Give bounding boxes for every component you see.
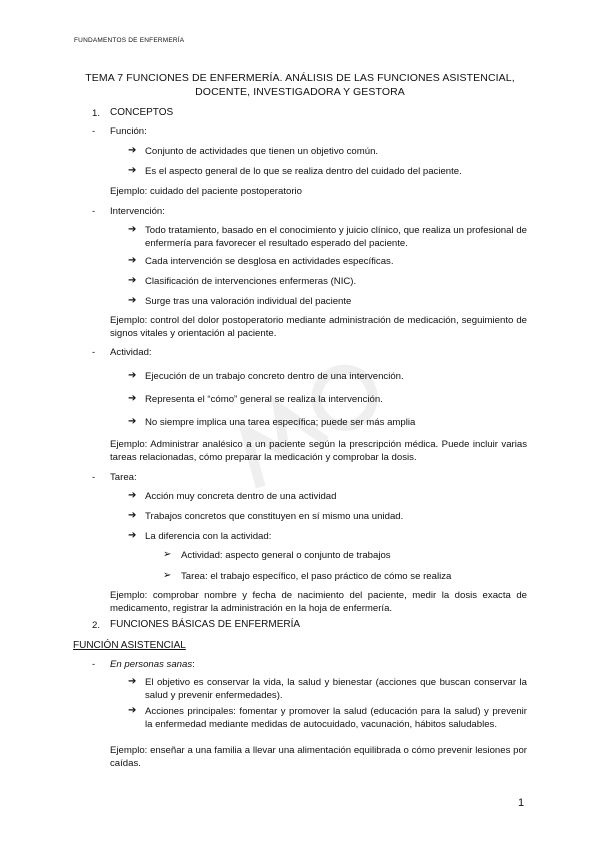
section-heading: CONCEPTOS <box>110 107 174 118</box>
list-item: Surge tras una valoración individual del paciente <box>145 296 352 307</box>
arrow-bullet-icon: ➔ <box>128 295 137 306</box>
section-number: 2. <box>92 620 101 631</box>
example-text: Ejemplo: enseñar a una familia a llevar una alimentación equilibrada o cómo prevenir lesiones por caídas. <box>110 745 527 769</box>
term-personas-sanas <box>110 659 195 672</box>
sub-list-item: Actividad: aspecto general o conjunto de trabajos <box>181 550 391 561</box>
term-intervencion: Intervención: <box>110 206 165 217</box>
list-item: Conjunto de actividades que tienen un objetivo común. <box>145 146 379 157</box>
list-item: Acción muy concreta dentro de una actividad <box>145 491 337 502</box>
dash-bullet: - <box>92 206 96 217</box>
document-title <box>74 71 526 99</box>
arrow-bullet-icon: ➔ <box>128 705 137 716</box>
example-text: Ejemplo: Administrar analésico a un paciente según la prescripción médica. Puede incluir varias tareas relacionadas, cómo preparar la medicación y comprobar la dosis. <box>110 439 527 463</box>
arrow-bullet-icon: ➔ <box>128 145 137 156</box>
list-item: Ejecución de un trabajo concreto dentro de una intervención. <box>145 371 404 382</box>
list-item: No siempre implica una tarea específica; puede ser más amplia <box>145 417 416 428</box>
arrow-bullet-icon: ➔ <box>128 490 137 501</box>
example-text: Ejemplo: comprobar nombre y fecha de nacimiento del paciente, medir la dosis exacta de medicamento, registrar la administración en la hoja de enfermería. <box>110 590 527 614</box>
term-funcion: Función: <box>110 126 147 137</box>
sub-list-item: Tarea: el trabajo específico, el paso práctico de cómo se realiza <box>181 571 452 582</box>
arrow-bullet-icon: ➔ <box>128 275 137 286</box>
term-colon: : <box>192 659 195 670</box>
subsection-heading: FUNCIÓN ASISTENCIAL <box>73 640 186 651</box>
subarrow-bullet-icon: ➢ <box>163 549 172 560</box>
arrow-bullet-icon: ➔ <box>128 530 137 541</box>
list-item: Representa el “cómo” general se realiza la intervención. <box>145 394 383 405</box>
example-text: Ejemplo: control del dolor postoperatorio mediante administración de medicación, seguimiento de signos vitales y orientación al paciente. <box>110 315 527 339</box>
section-number: 1. <box>92 108 101 119</box>
arrow-bullet-icon: ➔ <box>128 224 137 235</box>
title-line-2: DOCENTE, INVESTIGADORA Y GESTORA <box>195 86 405 98</box>
term-label: En personas sanas <box>110 659 193 670</box>
dash-bullet: - <box>92 347 96 358</box>
dash-bullet: - <box>92 472 96 483</box>
term-actividad: Actividad: <box>110 347 152 358</box>
dash-bullet: - <box>92 126 96 137</box>
term-tarea: Tarea: <box>110 472 137 483</box>
arrow-bullet-icon: ➔ <box>128 255 137 266</box>
list-item: Todo tratamiento, basado en el conocimiento y juicio clínico, que realiza un profesional de enfermería para favorecer el resultado esperado del paciente. <box>145 225 527 249</box>
list-item: Clasificación de intervenciones enfermeras (NIC). <box>145 276 357 287</box>
arrow-bullet-icon: ➔ <box>128 165 137 176</box>
list-item: La diferencia con la actividad: <box>145 531 272 542</box>
list-item: Cada intervención se desglosa en actividades específicas. <box>145 256 394 267</box>
list-item: Acciones principales: fomentar y promover la salud (educación para la salud) y prevenir la enfermedad mediante medidas de autocuidado, vacunación, hábitos saludables. <box>145 706 527 730</box>
list-item: Trabajos concretos que constituyen en sí mismo una unidad. <box>145 511 404 522</box>
arrow-bullet-icon: ➔ <box>128 510 137 521</box>
example-text: Ejemplo: cuidado del paciente postoperatorio <box>110 186 303 197</box>
arrow-bullet-icon: ➔ <box>128 393 137 404</box>
section-heading: FUNCIONES BÁSICAS DE ENFERMERÍA <box>110 619 301 630</box>
list-item: El objetivo es conservar la vida, la salud y bienestar (acciones que buscan conservar la salud y prevenir enfermedades). <box>145 677 527 701</box>
watermark <box>212 321 427 509</box>
subarrow-bullet-icon: ➢ <box>163 570 172 581</box>
arrow-bullet-icon: ➔ <box>128 416 137 427</box>
arrow-bullet-icon: ➔ <box>128 370 137 381</box>
dash-bullet: - <box>92 659 96 670</box>
title-line-1: TEMA 7 FUNCIONES DE ENFERMERÍA. ANÁLISIS DE LAS FUNCIONES ASISTENCIAL, <box>85 72 515 84</box>
list-item: Es el aspecto general de lo que se realiza dentro del cuidado del paciente. <box>145 166 462 177</box>
running-header: FUNDAMENTOS DE ENFERMERÍA <box>74 37 185 44</box>
page-number: 1 <box>518 797 525 809</box>
arrow-bullet-icon: ➔ <box>128 676 137 687</box>
